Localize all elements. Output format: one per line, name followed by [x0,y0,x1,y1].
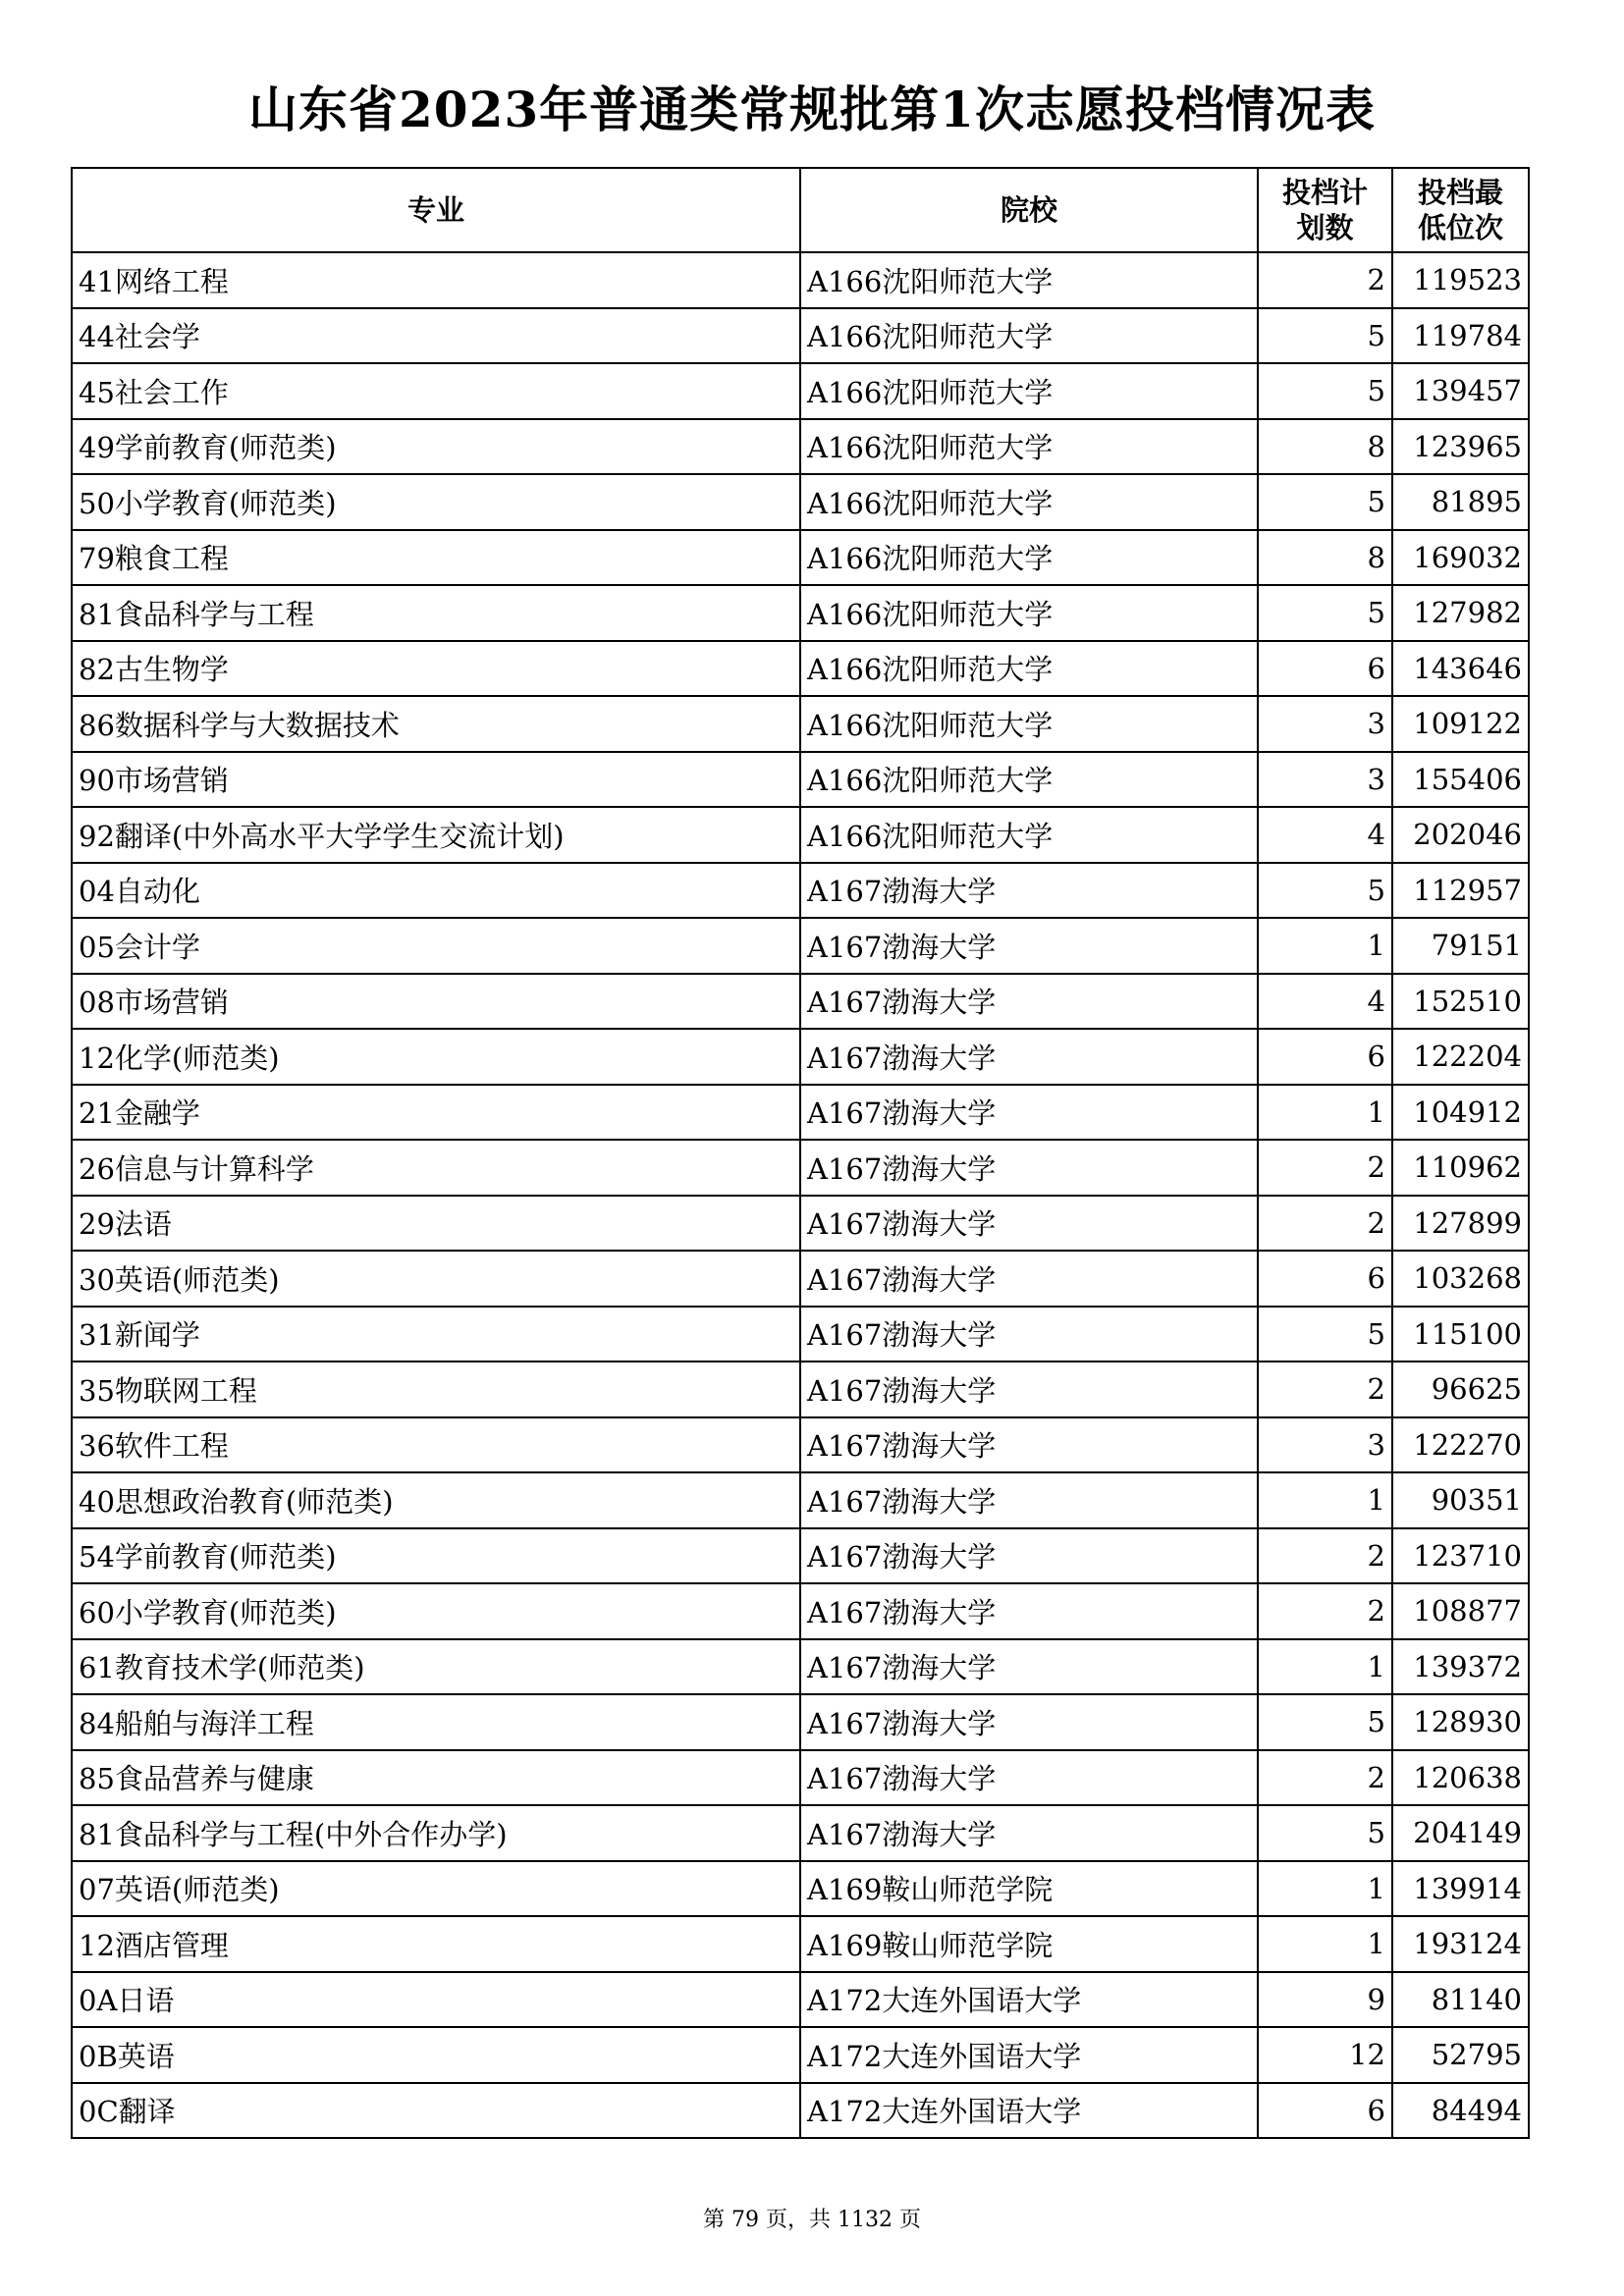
cell-rank: 81140 [1392,1972,1529,2028]
cell-major: 60小学教育(师范类) [72,1583,800,1639]
cell-major: 35物联网工程 [72,1362,800,1417]
table-row [72,308,1529,364]
cell-rank: 193124 [1392,1916,1529,1972]
table-row [72,1472,1529,1528]
table-row [72,1805,1529,1861]
cell-major: 0A日语 [72,1972,800,2028]
table-row [72,2027,1529,2083]
cell-major: 12化学(师范类) [72,1029,800,1085]
cell-rank: 122204 [1392,1029,1529,1085]
cell-major: 0B英语 [72,2027,800,2083]
cell-rank: 90351 [1392,1472,1529,1528]
header-school: 院校 [800,168,1258,252]
cell-school: A172大连外国语大学 [800,2027,1258,2083]
cell-major: 61教育技术学(师范类) [72,1639,800,1695]
cell-rank: 139457 [1392,363,1529,419]
cell-major: 54学前教育(师范类) [72,1528,800,1584]
cell-major: 26信息与计算科学 [72,1140,800,1196]
cell-major: 21金融学 [72,1085,800,1141]
cell-plan: 5 [1258,863,1392,919]
cell-major: 05会计学 [72,918,800,974]
cell-rank: 127899 [1392,1196,1529,1252]
cell-school: A167渤海大学 [800,1583,1258,1639]
cell-plan: 5 [1258,1694,1392,1750]
table-row [72,696,1529,752]
table-row [72,1861,1529,1917]
cell-school: A167渤海大学 [800,974,1258,1030]
cell-major: 07英语(师范类) [72,1861,800,1917]
cell-major: 08市场营销 [72,974,800,1030]
cell-major: 82古生物学 [72,641,800,697]
cell-major: 44社会学 [72,308,800,364]
cell-school: A167渤海大学 [800,1029,1258,1085]
cell-rank: 143646 [1392,641,1529,697]
cell-rank: 123710 [1392,1528,1529,1584]
cell-school: A166沈阳师范大学 [800,807,1258,863]
cell-school: A167渤海大学 [800,1694,1258,1750]
cell-school: A167渤海大学 [800,863,1258,919]
cell-school: A167渤海大学 [800,1307,1258,1362]
table-row [72,2083,1529,2139]
cell-plan: 2 [1258,1528,1392,1584]
cell-rank: 79151 [1392,918,1529,974]
cell-plan: 5 [1258,308,1392,364]
table-row [72,1307,1529,1362]
cell-rank: 52795 [1392,2027,1529,2083]
cell-major: 85食品营养与健康 [72,1750,800,1806]
cell-major: 0C翻译 [72,2083,800,2139]
cell-school: A167渤海大学 [800,918,1258,974]
cell-rank: 202046 [1392,807,1529,863]
table-row [72,1528,1529,1584]
cell-school: A167渤海大学 [800,1639,1258,1695]
cell-rank: 81895 [1392,474,1529,530]
table-row [72,1362,1529,1417]
table-row [72,1750,1529,1806]
cell-rank: 204149 [1392,1805,1529,1861]
table-row [72,863,1529,919]
cell-rank: 115100 [1392,1307,1529,1362]
header-major: 专业 [72,168,800,252]
cell-rank: 104912 [1392,1085,1529,1141]
cell-school: A166沈阳师范大学 [800,252,1258,308]
cell-plan: 12 [1258,2027,1392,2083]
table-row [72,363,1529,419]
table-row [72,641,1529,697]
cell-rank: 109122 [1392,696,1529,752]
cell-school: A172大连外国语大学 [800,1972,1258,2028]
cell-plan: 6 [1258,2083,1392,2139]
header-rank: 投档最 低位次 [1392,168,1529,252]
table-row [72,1196,1529,1252]
page-footer: 第 79 页，共 1132 页 [703,2208,921,2232]
cell-plan: 1 [1258,1861,1392,1917]
cell-school: A166沈阳师范大学 [800,419,1258,475]
table-row [72,1694,1529,1750]
table-row [72,585,1529,641]
cell-major: 12酒店管理 [72,1916,800,1972]
cell-school: A167渤海大学 [800,1140,1258,1196]
cell-plan: 2 [1258,1583,1392,1639]
page-title: 山东省2023年普通类常规批第1次志愿投档情况表 [248,80,1376,138]
table-row [72,530,1529,586]
cell-rank: 155406 [1392,752,1529,808]
cell-rank: 119523 [1392,252,1529,308]
cell-major: 86数据科学与大数据技术 [72,696,800,752]
cell-major: 81食品科学与工程(中外合作办学) [72,1805,800,1861]
cell-plan: 4 [1258,974,1392,1030]
header-plan: 投档计 划数 [1258,168,1392,252]
cell-major: 81食品科学与工程 [72,585,800,641]
table-row [72,474,1529,530]
cell-major: 50小学教育(师范类) [72,474,800,530]
cell-major: 49学前教育(师范类) [72,419,800,475]
cell-plan: 2 [1258,1196,1392,1252]
cell-rank: 152510 [1392,974,1529,1030]
cell-major: 31新闻学 [72,1307,800,1362]
cell-rank: 103268 [1392,1251,1529,1307]
table-row [72,419,1529,475]
cell-school: A167渤海大学 [800,1528,1258,1584]
cell-school: A166沈阳师范大学 [800,308,1258,364]
table-row [72,1639,1529,1695]
table-row [72,1417,1529,1473]
table-body [72,252,1529,2138]
cell-plan: 2 [1258,1362,1392,1417]
cell-rank: 84494 [1392,2083,1529,2139]
cell-plan: 5 [1258,1307,1392,1362]
cell-plan: 6 [1258,1029,1392,1085]
cell-plan: 5 [1258,585,1392,641]
cell-rank: 169032 [1392,530,1529,586]
cell-plan: 3 [1258,1417,1392,1473]
cell-major: 40思想政治教育(师范类) [72,1472,800,1528]
table-row [72,1251,1529,1307]
cell-rank: 108877 [1392,1583,1529,1639]
cell-plan: 8 [1258,530,1392,586]
cell-plan: 9 [1258,1972,1392,2028]
cell-school: A167渤海大学 [800,1196,1258,1252]
cell-school: A169鞍山师范学院 [800,1916,1258,1972]
table-row [72,974,1529,1030]
cell-school: A167渤海大学 [800,1417,1258,1473]
cell-rank: 120638 [1392,1750,1529,1806]
cell-school: A166沈阳师范大学 [800,585,1258,641]
cell-plan: 1 [1258,1639,1392,1695]
cell-major: 92翻译(中外高水平大学学生交流计划) [72,807,800,863]
cell-school: A167渤海大学 [800,1362,1258,1417]
cell-major: 36软件工程 [72,1417,800,1473]
cell-school: A166沈阳师范大学 [800,641,1258,697]
table-row [72,1583,1529,1639]
cell-plan: 3 [1258,696,1392,752]
admission-table [71,167,1530,2139]
cell-major: 41网络工程 [72,252,800,308]
cell-rank: 122270 [1392,1417,1529,1473]
cell-rank: 139914 [1392,1861,1529,1917]
cell-school: A166沈阳师范大学 [800,363,1258,419]
cell-plan: 4 [1258,807,1392,863]
table-row [72,1140,1529,1196]
cell-plan: 5 [1258,1805,1392,1861]
cell-plan: 2 [1258,252,1392,308]
cell-rank: 96625 [1392,1362,1529,1417]
cell-school: A172大连外国语大学 [800,2083,1258,2139]
cell-school: A166沈阳师范大学 [800,474,1258,530]
cell-major: 30英语(师范类) [72,1251,800,1307]
table-row [72,1972,1529,2028]
cell-plan: 3 [1258,752,1392,808]
table-row [72,752,1529,808]
cell-major: 04自动化 [72,863,800,919]
cell-plan: 6 [1258,1251,1392,1307]
table-row [72,252,1529,308]
cell-school: A167渤海大学 [800,1251,1258,1307]
table-row [72,918,1529,974]
cell-school: A166沈阳师范大学 [800,696,1258,752]
cell-school: A166沈阳师范大学 [800,530,1258,586]
cell-major: 45社会工作 [72,363,800,419]
cell-major: 79粮食工程 [72,530,800,586]
cell-rank: 128930 [1392,1694,1529,1750]
cell-plan: 1 [1258,1472,1392,1528]
cell-plan: 1 [1258,918,1392,974]
cell-major: 29法语 [72,1196,800,1252]
cell-plan: 8 [1258,419,1392,475]
cell-plan: 5 [1258,363,1392,419]
cell-rank: 119784 [1392,308,1529,364]
cell-rank: 110962 [1392,1140,1529,1196]
table-row [72,1085,1529,1141]
header-row [72,168,1529,252]
table-row [72,1029,1529,1085]
cell-rank: 127982 [1392,585,1529,641]
cell-plan: 6 [1258,641,1392,697]
cell-plan: 1 [1258,1085,1392,1141]
cell-school: A169鞍山师范学院 [800,1861,1258,1917]
cell-school: A167渤海大学 [800,1805,1258,1861]
cell-plan: 2 [1258,1140,1392,1196]
cell-major: 84船舶与海洋工程 [72,1694,800,1750]
cell-rank: 123965 [1392,419,1529,475]
cell-plan: 2 [1258,1750,1392,1806]
cell-school: A167渤海大学 [800,1085,1258,1141]
cell-rank: 112957 [1392,863,1529,919]
cell-school: A167渤海大学 [800,1750,1258,1806]
cell-major: 90市场营销 [72,752,800,808]
cell-plan: 5 [1258,474,1392,530]
cell-school: A166沈阳师范大学 [800,752,1258,808]
cell-school: A167渤海大学 [800,1472,1258,1528]
table-row [72,1916,1529,1972]
table-row [72,807,1529,863]
cell-plan: 1 [1258,1916,1392,1972]
cell-rank: 139372 [1392,1639,1529,1695]
